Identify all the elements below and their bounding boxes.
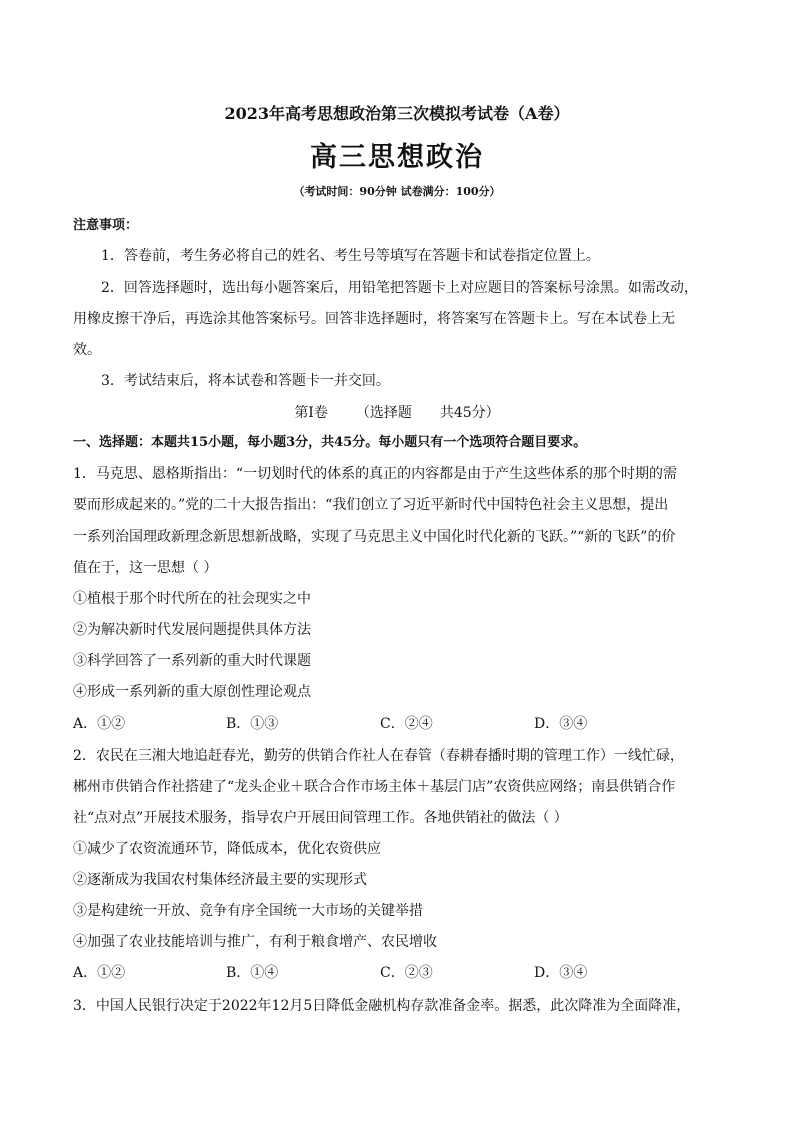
notice-item-2-line-1: 2．回答选择题时，选出每小题答案后，用铅笔把答题卡上对应题目的答案标号涂黑。如需改动， xyxy=(101,280,698,296)
question-1-option-d[interactable]: D．③④ xyxy=(534,716,588,732)
notice-item-3: 3．考试结束后，将本试卷和答题卡一并交回。 xyxy=(101,373,390,389)
question-1-statement-2: ②为解决新时代发展问题提供具体方法 xyxy=(73,622,311,638)
exam-info: （考试时间：90分钟 试卷满分：100分） xyxy=(293,185,501,198)
question-1-line-1: 1．马克思、恩格斯指出：“一切划时代的体系的真正的内容都是由于产生这些体系的那个时期的需 xyxy=(73,466,678,482)
notice-heading: 注意事项： xyxy=(73,218,139,233)
question-2-options xyxy=(73,963,733,983)
notice-item-1: 1．答卷前，考生务必将自己的姓名、考生号等填写在答题卡和试卷指定位置上。 xyxy=(101,248,600,264)
question-1-option-c[interactable]: C．②④ xyxy=(380,716,433,732)
question-2-line-3: 社“点对点”开展技术服务，指导农户开展田间管理工作。各地供销社的做法（ ） xyxy=(73,810,568,826)
question-2-option-b[interactable]: B．①④ xyxy=(226,965,279,981)
subject-title: 高三思想政治 xyxy=(310,142,484,173)
section-title xyxy=(0,403,794,423)
question-1-line-2: 要而形成起来的。”党的二十大报告指出：“我们创立了习近平新时代中国特色社会主义思想，提出 xyxy=(73,497,669,513)
question-1-option-a[interactable]: A．①② xyxy=(73,716,126,732)
question-2-option-d[interactable]: D．③④ xyxy=(534,965,588,981)
section-part: 第Ⅰ卷 xyxy=(294,405,328,421)
question-2-option-a[interactable]: A．①② xyxy=(73,965,126,981)
question-2-statement-2: ②逐渐成为我国农村集体经济最主要的实现形式 xyxy=(73,872,367,888)
section-instructions: 一、选择题：本题共15小题，每小题3分，共45分。每小题只有一个选项符合题目要求。 xyxy=(73,435,587,450)
exam-title: 2023年高考思想政治第三次模拟考试卷（A卷） xyxy=(224,104,570,123)
question-1-option-b[interactable]: B．①③ xyxy=(226,716,279,732)
question-1-line-3: 一系列治国理政新理念新思想新战略，实现了马克思主义中国化时代化新的飞跃。”“新的飞跃”的价 xyxy=(73,529,676,545)
notice-item-2-line-3: 效。 xyxy=(73,342,101,358)
question-3-line-1: 3．中国人民银行决定于2022年12月5日降低金融机构存款准备金率。据悉，此次降准为全面降准， xyxy=(73,998,691,1014)
question-1-statement-3: ③科学回答了一系列新的重大时代课题 xyxy=(73,653,311,669)
question-1-options xyxy=(73,714,733,734)
question-1-statement-1: ①植根于那个时代所在的社会现实之中 xyxy=(73,591,311,607)
question-2-statement-1: ①减少了农资流通环节，降低成本，优化农资供应 xyxy=(73,841,381,857)
notice-item-2-line-2: 用橡皮擦干净后，再选涂其他答案标号。回答非选择题时，将答案写在答题卡上。写在本试卷上无 xyxy=(73,311,675,327)
question-1-line-4: 值在于，这一思想（ ） xyxy=(73,560,218,576)
question-2-line-1: 2．农民在三湘大地追赶春光，勤劳的供销合作社人在春管（春耕春播时期的管理工作）一线忙碌， xyxy=(73,748,684,764)
question-1-statement-4: ④形成一系列新的重大原创性理论观点 xyxy=(73,684,311,700)
section-desc: （选择题 xyxy=(355,405,412,421)
question-2-statement-4: ④加强了农业技能培训与推广，有利于粮食增产、农民增收 xyxy=(73,934,437,950)
question-2-option-c[interactable]: C．②③ xyxy=(380,965,433,981)
question-2-statement-3: ③是构建统一开放、竞争有序全国统一大市场的关键举措 xyxy=(73,903,423,919)
question-2-line-2: 郴州市供销合作社搭建了“龙头企业＋联合合作市场主体＋基层门店”农资供应网络；南县供销合作 xyxy=(73,779,676,795)
section-score: 共45分） xyxy=(439,405,500,421)
